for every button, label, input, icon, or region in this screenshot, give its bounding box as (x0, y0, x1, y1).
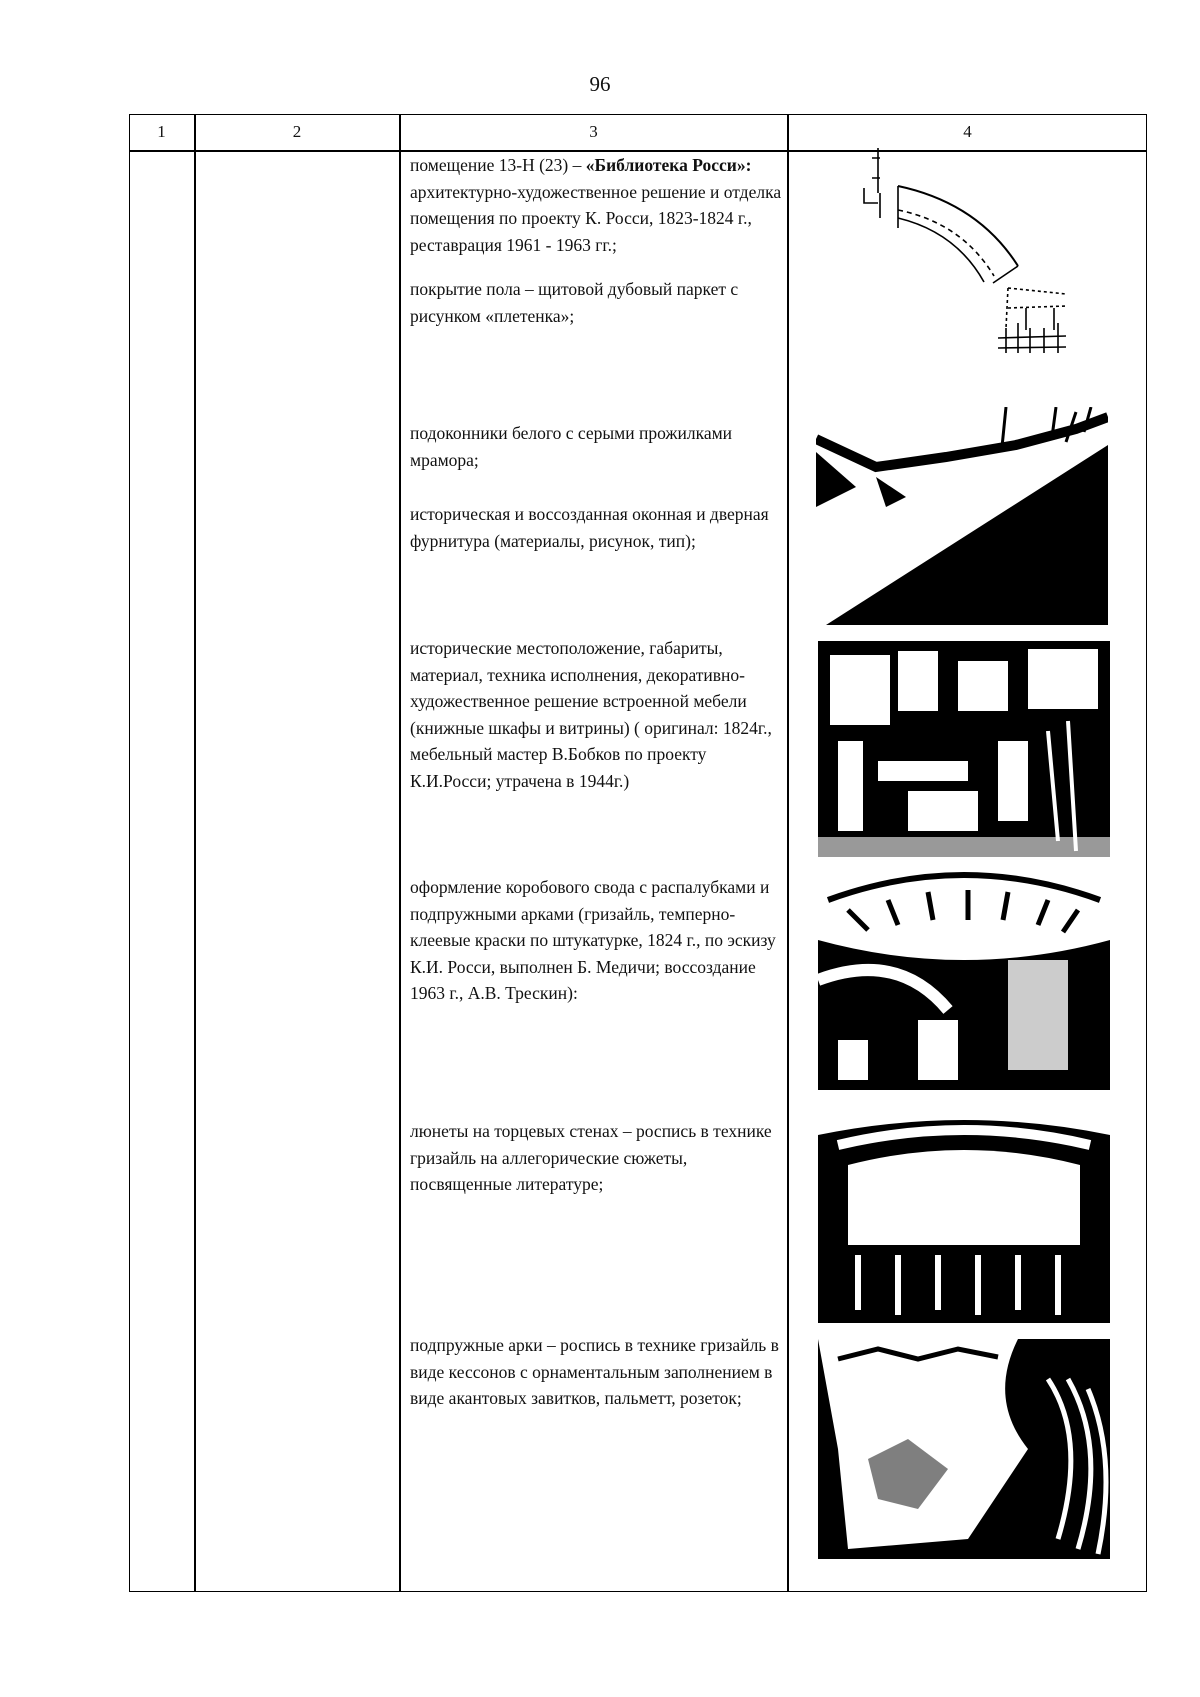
column-divider (787, 114, 789, 1592)
column-header-3: 3 (589, 122, 598, 141)
entry-furniture: исторические местоположение, габариты, материал, техника исполнения, декоративно-художественное решение встроенной мебели (книжные шкафы и витрины) ( оригинал: 1824г., мебельный мастер В.Бобков по проекту К.И.Росси; утрачена в 1944г.) (410, 638, 772, 791)
entry-arches: подпружные арки – роспись в технике гризайль в виде кессонов с орнаментальным заполнением в виде акантовых завитков, пальметт, розеток; (410, 1335, 779, 1408)
column-divider (399, 114, 401, 1592)
entry-window-sills: подоконники белого с серыми прожилками мрамора; (410, 423, 733, 470)
entry-vault: оформление коробового свода с распалубками и подпружными арками (гризайль, темперно-клеевые краски по штукатурке, 1824 г., по эскизу К.И. Росси, выполнен Б. Медичи; воссоздание 1963 г., А.В. Трескин): (410, 877, 776, 1003)
entry-floor: покрытие пола – щитовой дубовый паркет с рисунком «плетенка»; (410, 279, 739, 326)
column-header-4: 4 (963, 122, 972, 141)
entry-title-bold: «Библиотека Росси»: (585, 155, 752, 175)
lunette-photo (818, 1105, 1110, 1323)
column-header-1: 1 (157, 122, 166, 141)
entry-library-rossi (410, 152, 785, 329)
page-number: 96 (589, 72, 611, 96)
entry-hardware: историческая и воссозданная оконная и дверная фурнитура (материалы, рисунок, тип); (410, 504, 769, 551)
window-sill-photo (816, 407, 1108, 625)
column-header-2: 2 (292, 122, 302, 141)
entry-title-prefix: помещение 13-Н (23) – (410, 155, 586, 175)
floor-plan-drawing (858, 148, 1066, 358)
entry-lunettes: люнеты на торцевых стенах – роспись в технике гризайль на аллегорические сюжеты, посвященные литературе; (410, 1121, 772, 1194)
column-divider (194, 114, 196, 1592)
arch-photo (818, 1339, 1110, 1559)
vault-photo (818, 870, 1110, 1090)
entry-description: архитектурно-художественное решение и отделка помещения по проекту К. Росси, 1823-1824 г., реставрация 1961 - 1963 гг.; (410, 181, 782, 255)
library-interior-photo (818, 641, 1110, 857)
